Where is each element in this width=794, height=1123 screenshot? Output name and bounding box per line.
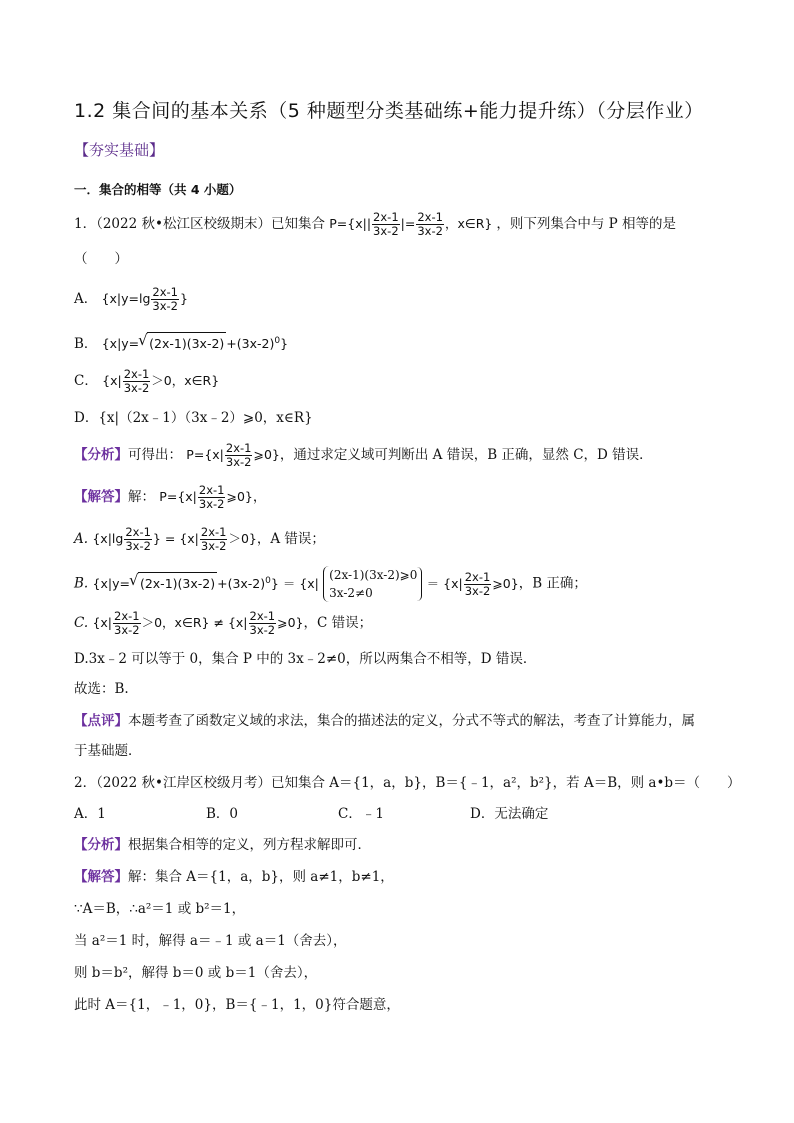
q2-answer-line2: ∵A＝B，∴a²＝1 或 b²＝1， — [74, 901, 246, 917]
equation-system: (2x-1)(3x-2)⩾0 3x-2≠0 — [323, 566, 417, 602]
q2-stem: 2．（2022 秋•江岸区校级月考）已知集合 A＝{1，a，b}，B＝{﹣1，a²，b²}，若 A＝B，则 a•b＝（ ） — [74, 775, 741, 791]
section-heading: 【夯实基础】 — [74, 141, 165, 159]
page-title: 1.2 集合间的基本关系（5 种题型分类基础练+能力提升练）（分层作业） — [74, 100, 704, 122]
q2-answer-line5: 此时 A＝{1，﹣1，0}，B＝{﹣1，1，0}符合题意， — [74, 997, 400, 1013]
q1-set-P: P={x|| $\frac{2x-1}{3x-2}$ |= $\frac{2x-1}{3x-2}$ ，x∈R} — [329, 210, 493, 238]
q1-answer-b: B. {x|y=√ $(2x-1)(3x-2) +(3x-2)^0\} = \{x|$ (2x-1)(3x-2)⩾0 3x-2≠0 ＝ {x| $\frac{2x-1}{3x-2}$ ⩾0}，B 正确； — [74, 566, 754, 602]
q1-comment: 【点评】本题考查了函数定义域的求法，集合的描述法的定义，分式不等式的解法，考查了计算能力，属 — [74, 713, 695, 729]
q2-answer: 【解答】解：集合 A＝{1，a，b}，则 a≠1，b≠1， — [74, 869, 394, 885]
q1-answer-a: A. {x|lg $\frac{2x-1}{3x-2}$ } = {x| $\frac{2x-1}{3x-2}$ ＞0}，A 错误； — [74, 525, 325, 553]
q1-answer-d: D.3x﹣2 可以等于 0，集合 P 中的 3x﹣2≠0，所以两集合不相等，D 错误． — [74, 651, 537, 667]
q2-options: A．1 B．0 C．﹣1 D．无法确定 — [74, 806, 549, 822]
q1-stem: 1．（2022 秋•松江区校级期末）已知集合 P={x|| $\frac{2x-1}{3x-2}$ |= $\frac{2x-1}{3x-2}$ ，x∈R} ，则下列集合中与 P 相等的是 — [74, 210, 677, 238]
q1-option-d: D．{x|（2x﹣1）（3x﹣2）⩾0，x∈R} — [74, 410, 313, 426]
q1-answer: 【解答】解： P={x| $\frac{2x-1}{3x-2}$ ⩾0}， — [74, 483, 267, 511]
q2-analysis: 【分析】根据集合相等的定义，列方程求解即可． — [74, 837, 371, 853]
q2-answer-line4: 则 b＝b²，解得 b＝0 或 b＝1（舍去）， — [74, 965, 318, 981]
q1-answer-c: C. {x| $\frac{2x-1}{3x-2}$ ＞0，x∈R} ≠ {x| $\frac{2x-1}{3x-2}$ ⩾0}，C 错误； — [74, 609, 373, 637]
subsection-heading: 一．集合的相等（共 4 小题） — [74, 182, 242, 197]
q1-paren: （ ） — [74, 251, 128, 267]
q1-analysis: 【分析】可得出： P={x| $\frac{2x-1}{3x-2}$ ⩾0}，通过求定义域可判断出 A 错误，B 正确，显然 C，D 错误． — [74, 441, 653, 469]
q1-option-c: C． {x| $\frac{2x-1}{3x-2}$ ＞0，x∈R} — [74, 367, 220, 395]
q1-option-a: A． {x|y=lg $\frac{2x-1}{3x-2}$ } — [74, 285, 188, 313]
q2-answer-line3: 当 a²＝1 时，解得 a＝﹣1 或 a＝1（舍去）， — [74, 933, 347, 949]
q1-choice: 故选：B. — [74, 681, 129, 697]
q1-option-b: B． {x|y=√ $(2x-1)(3x-2) +(3x-2)^0$} — [74, 330, 754, 355]
q1-comment-cont: 于基础题． — [74, 743, 142, 759]
